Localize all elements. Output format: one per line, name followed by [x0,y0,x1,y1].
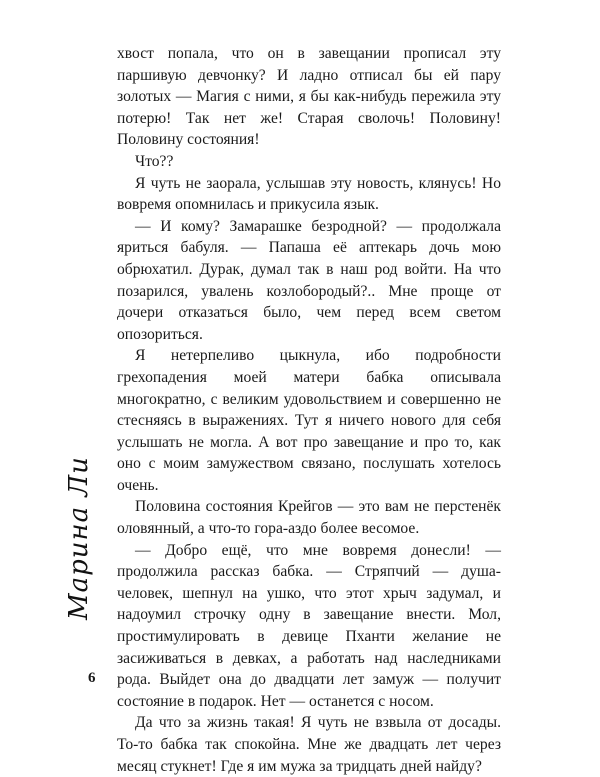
paragraph: Я чуть не заорала, услышав эту новость, клянусь! Но вовремя опомнилась и прикусила язык. [117,174,501,214]
page-number: 6 [88,670,96,686]
paragraph: хвост попала, что он в завещании прописал эту паршивую девчонку? И ладно отписал бы ей пару золотых — Магия с ними, я бы как-нибудь пережила эту потерю! Так нет же! Старая сволочь! Половину! Половину состояния! [117,45,501,149]
author-signature: Марина Ли [64,456,94,620]
paragraph: Я нетерпеливо цыкнула, ибо подробности грехопадения моей матери бабка описывала многократно, с великим удовольствием и совершенно не стесняясь в выражениях. Тут я ничего нового для себя услышать не могла. А вот про завещание и про то, как оно с моим замужеством связано, послушать хотелось очень. [117,347,501,494]
body-text [117,43,501,777]
paragraph: Что?? [135,152,174,170]
paragraph: Половина состояния Крейгов — это вам не перстенёк оловянный, а что-то гора-аздо более весомое. [117,498,501,538]
paragraph: — И кому? Замарашке безродной? — продолжала яриться бабуля. — Папаша её аптекарь дочь мою обрюхатил. Дурак, думал так в наш род войти. На что позарился, увалень козлобородый?.. Мне проще от дочери отказаться было, чем перед всем светом опозориться. [117,217,501,343]
paragraph: — Добро ещё, что мне вовремя донесли! — продолжила рассказ бабка. — Стряпчий — душа-человек, шепнул на ушко, что этот хрыч задумал, и надоумил строчку одну в завещание внести. Мол, простимулировать в девице Пханти желание не засиживаться в девках, а работать над наследниками рода. Выйдет она до двадцати лет замуж — получит состояние в подарок. Нет — останется с носом. [117,541,501,710]
paragraph: Да что за жизнь такая! Я чуть не взвыла от досады. То-то бабка так спокойна. Мне же двадцать лет через месяц стукнет! Где я им мужа за тридцать дней найду? [117,714,501,775]
